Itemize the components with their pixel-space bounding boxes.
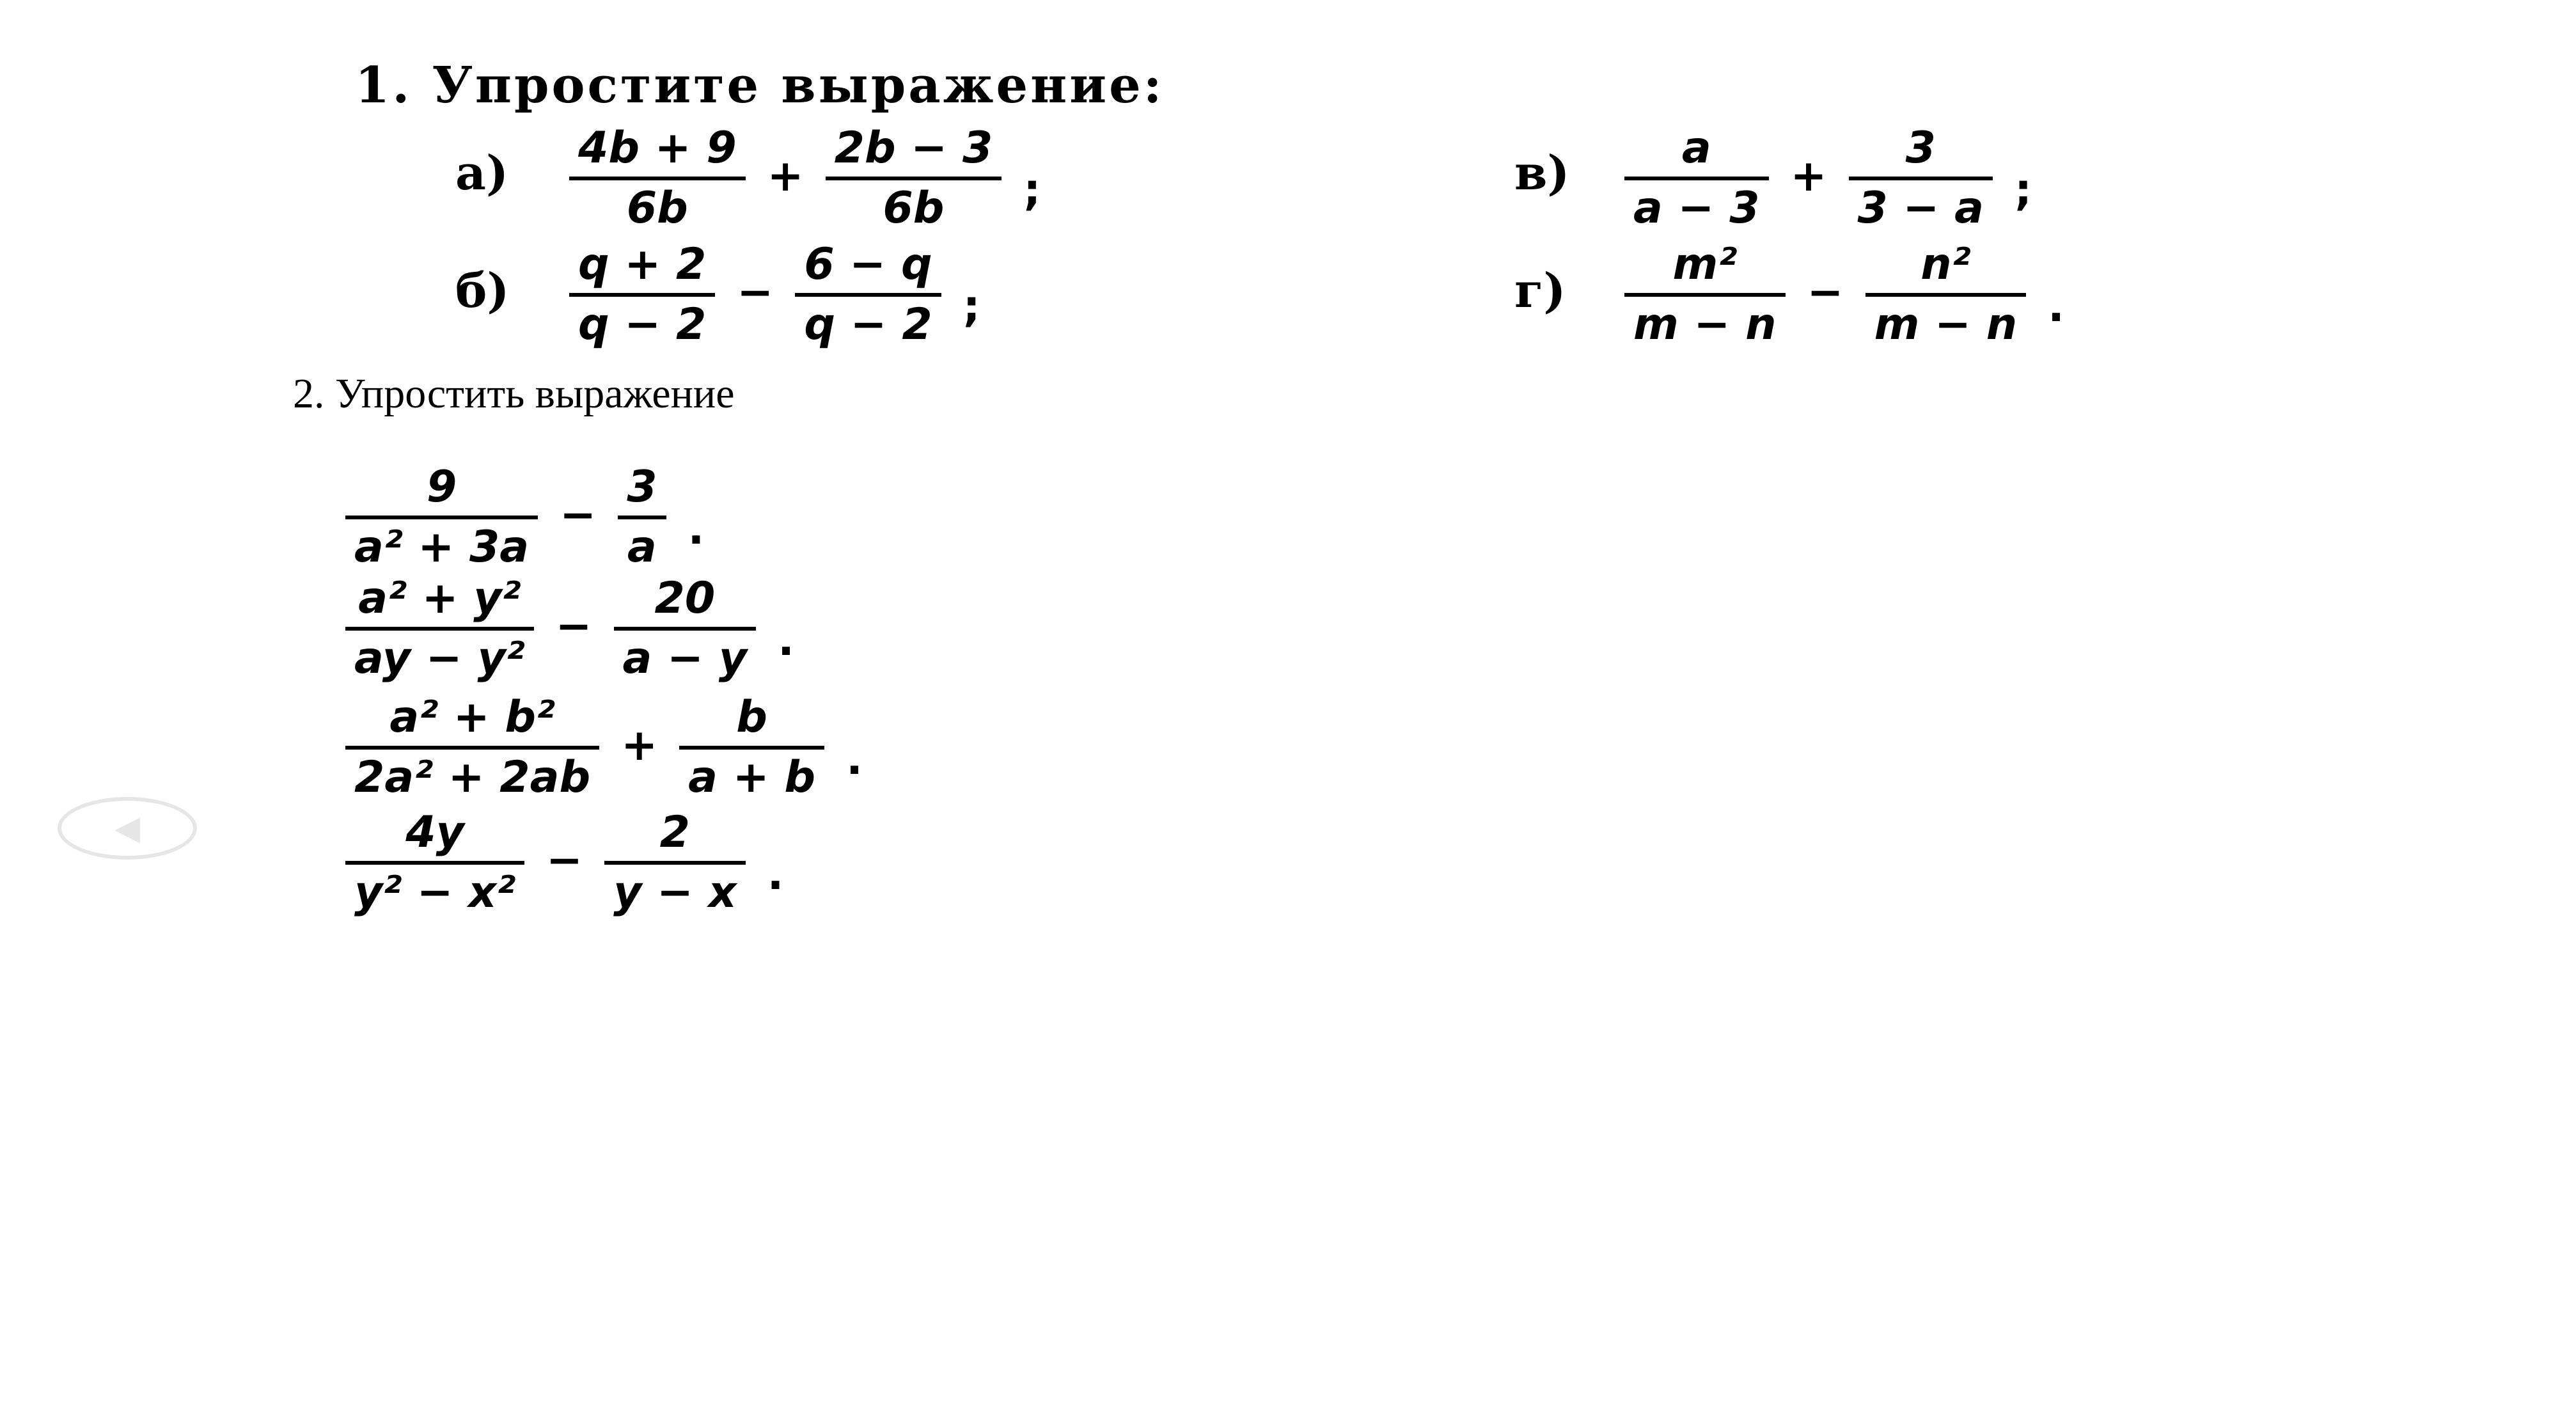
numerator: a² + y² (358, 573, 521, 624)
denominator: y² − x² (354, 867, 516, 918)
denominator: m − n (1874, 299, 2018, 350)
task2-title: 2. Упростить выражение (293, 370, 735, 417)
numerator: 2 (659, 807, 690, 858)
numerator: 4y (405, 807, 464, 858)
numerator: 9 (426, 462, 457, 512)
denominator: q − 2 (578, 299, 707, 350)
task1-item-a-label: а) (455, 146, 508, 201)
triangle-left-icon: ◀ (114, 809, 140, 847)
fraction-2 (1849, 123, 1993, 233)
operator: + (1790, 150, 1827, 201)
denominator: y − x (613, 867, 737, 918)
operator: − (560, 489, 597, 540)
operator: − (737, 267, 774, 318)
denominator: a + b (688, 752, 816, 803)
numerator: q + 2 (578, 239, 707, 290)
fraction-2 (614, 573, 757, 684)
task1-item-b-expression (569, 239, 980, 350)
denominator: ay − y² (354, 633, 525, 684)
fraction-1 (345, 462, 538, 572)
task2-item-4-expression (345, 807, 784, 918)
punctuation: ; (962, 281, 980, 332)
fraction-1 (345, 692, 599, 803)
denominator: q − 2 (804, 299, 932, 350)
denominator: a² + 3a (354, 522, 530, 572)
numerator: 6 − q (804, 239, 932, 290)
denominator: a − y (622, 633, 748, 684)
numerator: 2b − 3 (834, 123, 993, 173)
denominator: 3 − a (1857, 183, 1984, 233)
fraction-2 (1865, 239, 2027, 350)
fraction-1 (569, 239, 715, 350)
numerator: 3 (1905, 123, 1936, 173)
numerator: n² (1920, 239, 1971, 290)
task1-item-b-label: б) (455, 264, 510, 319)
numerator: 20 (654, 573, 716, 624)
fraction-2 (795, 239, 941, 350)
punctuation: . (767, 849, 784, 900)
fraction-1 (345, 573, 534, 684)
fraction-2 (826, 123, 1002, 233)
punctuation: . (846, 734, 863, 785)
operator: − (1807, 267, 1844, 318)
fraction-1 (345, 807, 524, 918)
task2-item-1-expression (345, 462, 705, 572)
punctuation: ; (1023, 164, 1041, 216)
task1-title: 1. Упростите выражение: (355, 56, 1165, 114)
task1-item-a-expression (569, 123, 1041, 233)
operator: + (621, 720, 658, 771)
numerator: 3 (627, 462, 657, 512)
fraction-1 (569, 123, 746, 233)
punctuation: . (687, 503, 705, 555)
task1-item-g-label: г) (1514, 264, 1566, 319)
numerator: b (736, 692, 767, 743)
denominator: 6b (883, 183, 945, 233)
fraction-1 (1624, 123, 1769, 233)
previous-slide-button[interactable] (58, 797, 197, 860)
punctuation: ; (2014, 164, 2032, 216)
task1-item-g-expression (1624, 239, 2065, 350)
fraction-2 (604, 807, 746, 918)
task1-item-v-label: в) (1514, 146, 1570, 201)
operator: + (767, 150, 804, 201)
numerator: a² + b² (389, 692, 555, 743)
task1-item-v-expression (1624, 123, 2032, 233)
denominator: 6b (626, 183, 688, 233)
denominator: a (627, 522, 657, 572)
operator: − (555, 601, 592, 652)
numerator: 4b + 9 (578, 123, 737, 173)
fraction-1 (1624, 239, 1786, 350)
fraction-2 (679, 692, 824, 803)
punctuation: . (2048, 281, 2065, 332)
denominator: 2a² + 2ab (354, 752, 591, 803)
punctuation: . (778, 615, 794, 666)
operator: − (546, 835, 583, 886)
fraction-2 (618, 462, 666, 572)
numerator: a (1681, 123, 1711, 173)
numerator: m² (1672, 239, 1738, 290)
denominator: m − n (1633, 299, 1777, 350)
task2-item-2-expression (345, 573, 794, 684)
task2-item-3-expression (345, 692, 863, 803)
denominator: a − 3 (1633, 183, 1760, 233)
